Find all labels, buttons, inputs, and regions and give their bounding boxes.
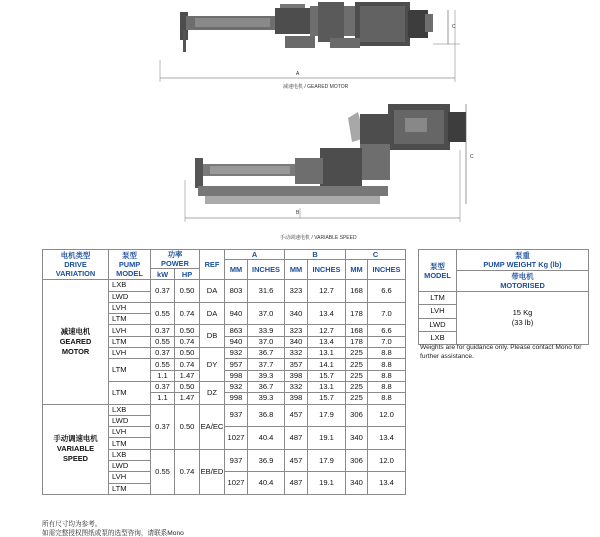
table-row: LWD xyxy=(43,291,406,302)
caption-geared-motor: 减速电机 / GEARED MOTOR xyxy=(283,84,349,90)
caption-variable-speed: 手动调速电机 / VARIABLE SPEED xyxy=(280,235,357,241)
table-row: LVH 1027 40.4 487 19.1 340 13.4 xyxy=(43,427,406,438)
weight-note: Weights are for guidance only. Please contact Mono for further assistance. xyxy=(420,344,582,360)
header-a: A xyxy=(225,250,285,260)
header-c-mm: MM xyxy=(346,260,368,280)
table-row: LTM xyxy=(43,438,406,449)
table-row: LVH xyxy=(419,305,589,318)
dimensions-table xyxy=(42,249,406,495)
header-b-mm: MM xyxy=(285,260,308,280)
table-row: LXB xyxy=(419,331,589,344)
footer-line-2: 如需完整授权图纸或泵的选型咨询，请联系Mono xyxy=(42,530,184,537)
header-a-inches: INCHES xyxy=(248,260,285,280)
pump-weight-table xyxy=(418,249,589,345)
dim-letter-c-variable: C xyxy=(470,154,474,160)
table-row: LTM 0.55 0.74 940 37.0 340 13.4 178 7.0 xyxy=(43,336,406,347)
table-row: LTM 0.55 0.74 957 37.7 357 14.1 225 8.8 xyxy=(43,359,406,370)
dim-letter-a: A xyxy=(296,71,300,77)
table-row: LWD xyxy=(43,415,406,426)
variable-speed-drawing xyxy=(0,100,600,235)
weight-value: 15 Kg (33 lb) xyxy=(457,292,589,345)
header-a-mm: MM xyxy=(225,260,248,280)
table-row: LVH 0.37 0.50 DY 932 36.7 332 13.1 225 8.8 xyxy=(43,348,406,359)
header-pump-model: 泵型 PUMP MODEL xyxy=(109,250,151,280)
header-kw: kW xyxy=(151,269,175,280)
table-row: LWD xyxy=(43,461,406,472)
header-c-inches: INCHES xyxy=(368,260,406,280)
weight-header-model: 泵型 MODEL xyxy=(419,250,457,292)
geared-motor-pump-illustration xyxy=(180,2,433,52)
header-b-inches: INCHES xyxy=(308,260,346,280)
table-row: 1.1 1.47 998 39.3 398 15.7 225 8.8 xyxy=(43,370,406,381)
variable-speed-pump-illustration xyxy=(195,104,466,204)
footer-line-1: 所有尺寸均为参考。 xyxy=(42,521,102,528)
weight-header-motorised: 带电机 MOTORISED xyxy=(457,271,589,292)
geared-motor-drawing xyxy=(0,0,600,110)
header-b: B xyxy=(285,250,346,260)
dim-letter-b: B xyxy=(296,210,300,216)
table-row: LTM xyxy=(43,314,406,325)
dim-letter-c: C xyxy=(452,24,456,30)
header-drive-variation: 电机类型 DRIVE VARIATION xyxy=(43,250,109,280)
table-row: LTM xyxy=(43,483,406,494)
header-power: 功率 POWER xyxy=(151,250,200,269)
header-hp: HP xyxy=(175,269,200,280)
table-row: LTM 15 Kg (33 lb) xyxy=(419,292,589,305)
table-row: LWD xyxy=(419,318,589,331)
drive-variable-speed: 手动调速电机 VARIABLE SPEED xyxy=(43,404,109,494)
table-row: LVH 1027 40.4 487 19.1 340 13.4 xyxy=(43,472,406,483)
table-row: LTM 0.37 0.50 DZ 932 36.7 332 13.1 225 8.8 xyxy=(43,381,406,392)
header-ref: REF xyxy=(200,250,225,280)
table-row: 减速电机 GEARED MOTOR LXB 0.37 0.50 DA 803 31.6 323 12.7 168 6.6 xyxy=(43,280,406,291)
drive-geared-motor: 减速电机 GEARED MOTOR xyxy=(43,280,109,404)
table-row: LVH 0.55 0.74 DA 940 37.0 340 13.4 178 7.0 xyxy=(43,302,406,313)
table-row: LVH 0.37 0.50 DB 863 33.9 323 12.7 168 6.6 xyxy=(43,325,406,336)
table-row: LXB 0.55 0.74 EB/ED 937 36.9 457 17.9 306 12.0 xyxy=(43,449,406,460)
table-row: 手动调速电机 VARIABLE SPEED LXB 0.37 0.50 EA/EC 937 36.8 457 17.9 306 12.0 xyxy=(43,404,406,415)
table-row: 1.1 1.47 998 39.3 398 15.7 225 8.8 xyxy=(43,393,406,404)
weight-header-weight: 泵重 PUMP WEIGHT Kg (lb) xyxy=(457,250,589,271)
header-c: C xyxy=(346,250,406,260)
